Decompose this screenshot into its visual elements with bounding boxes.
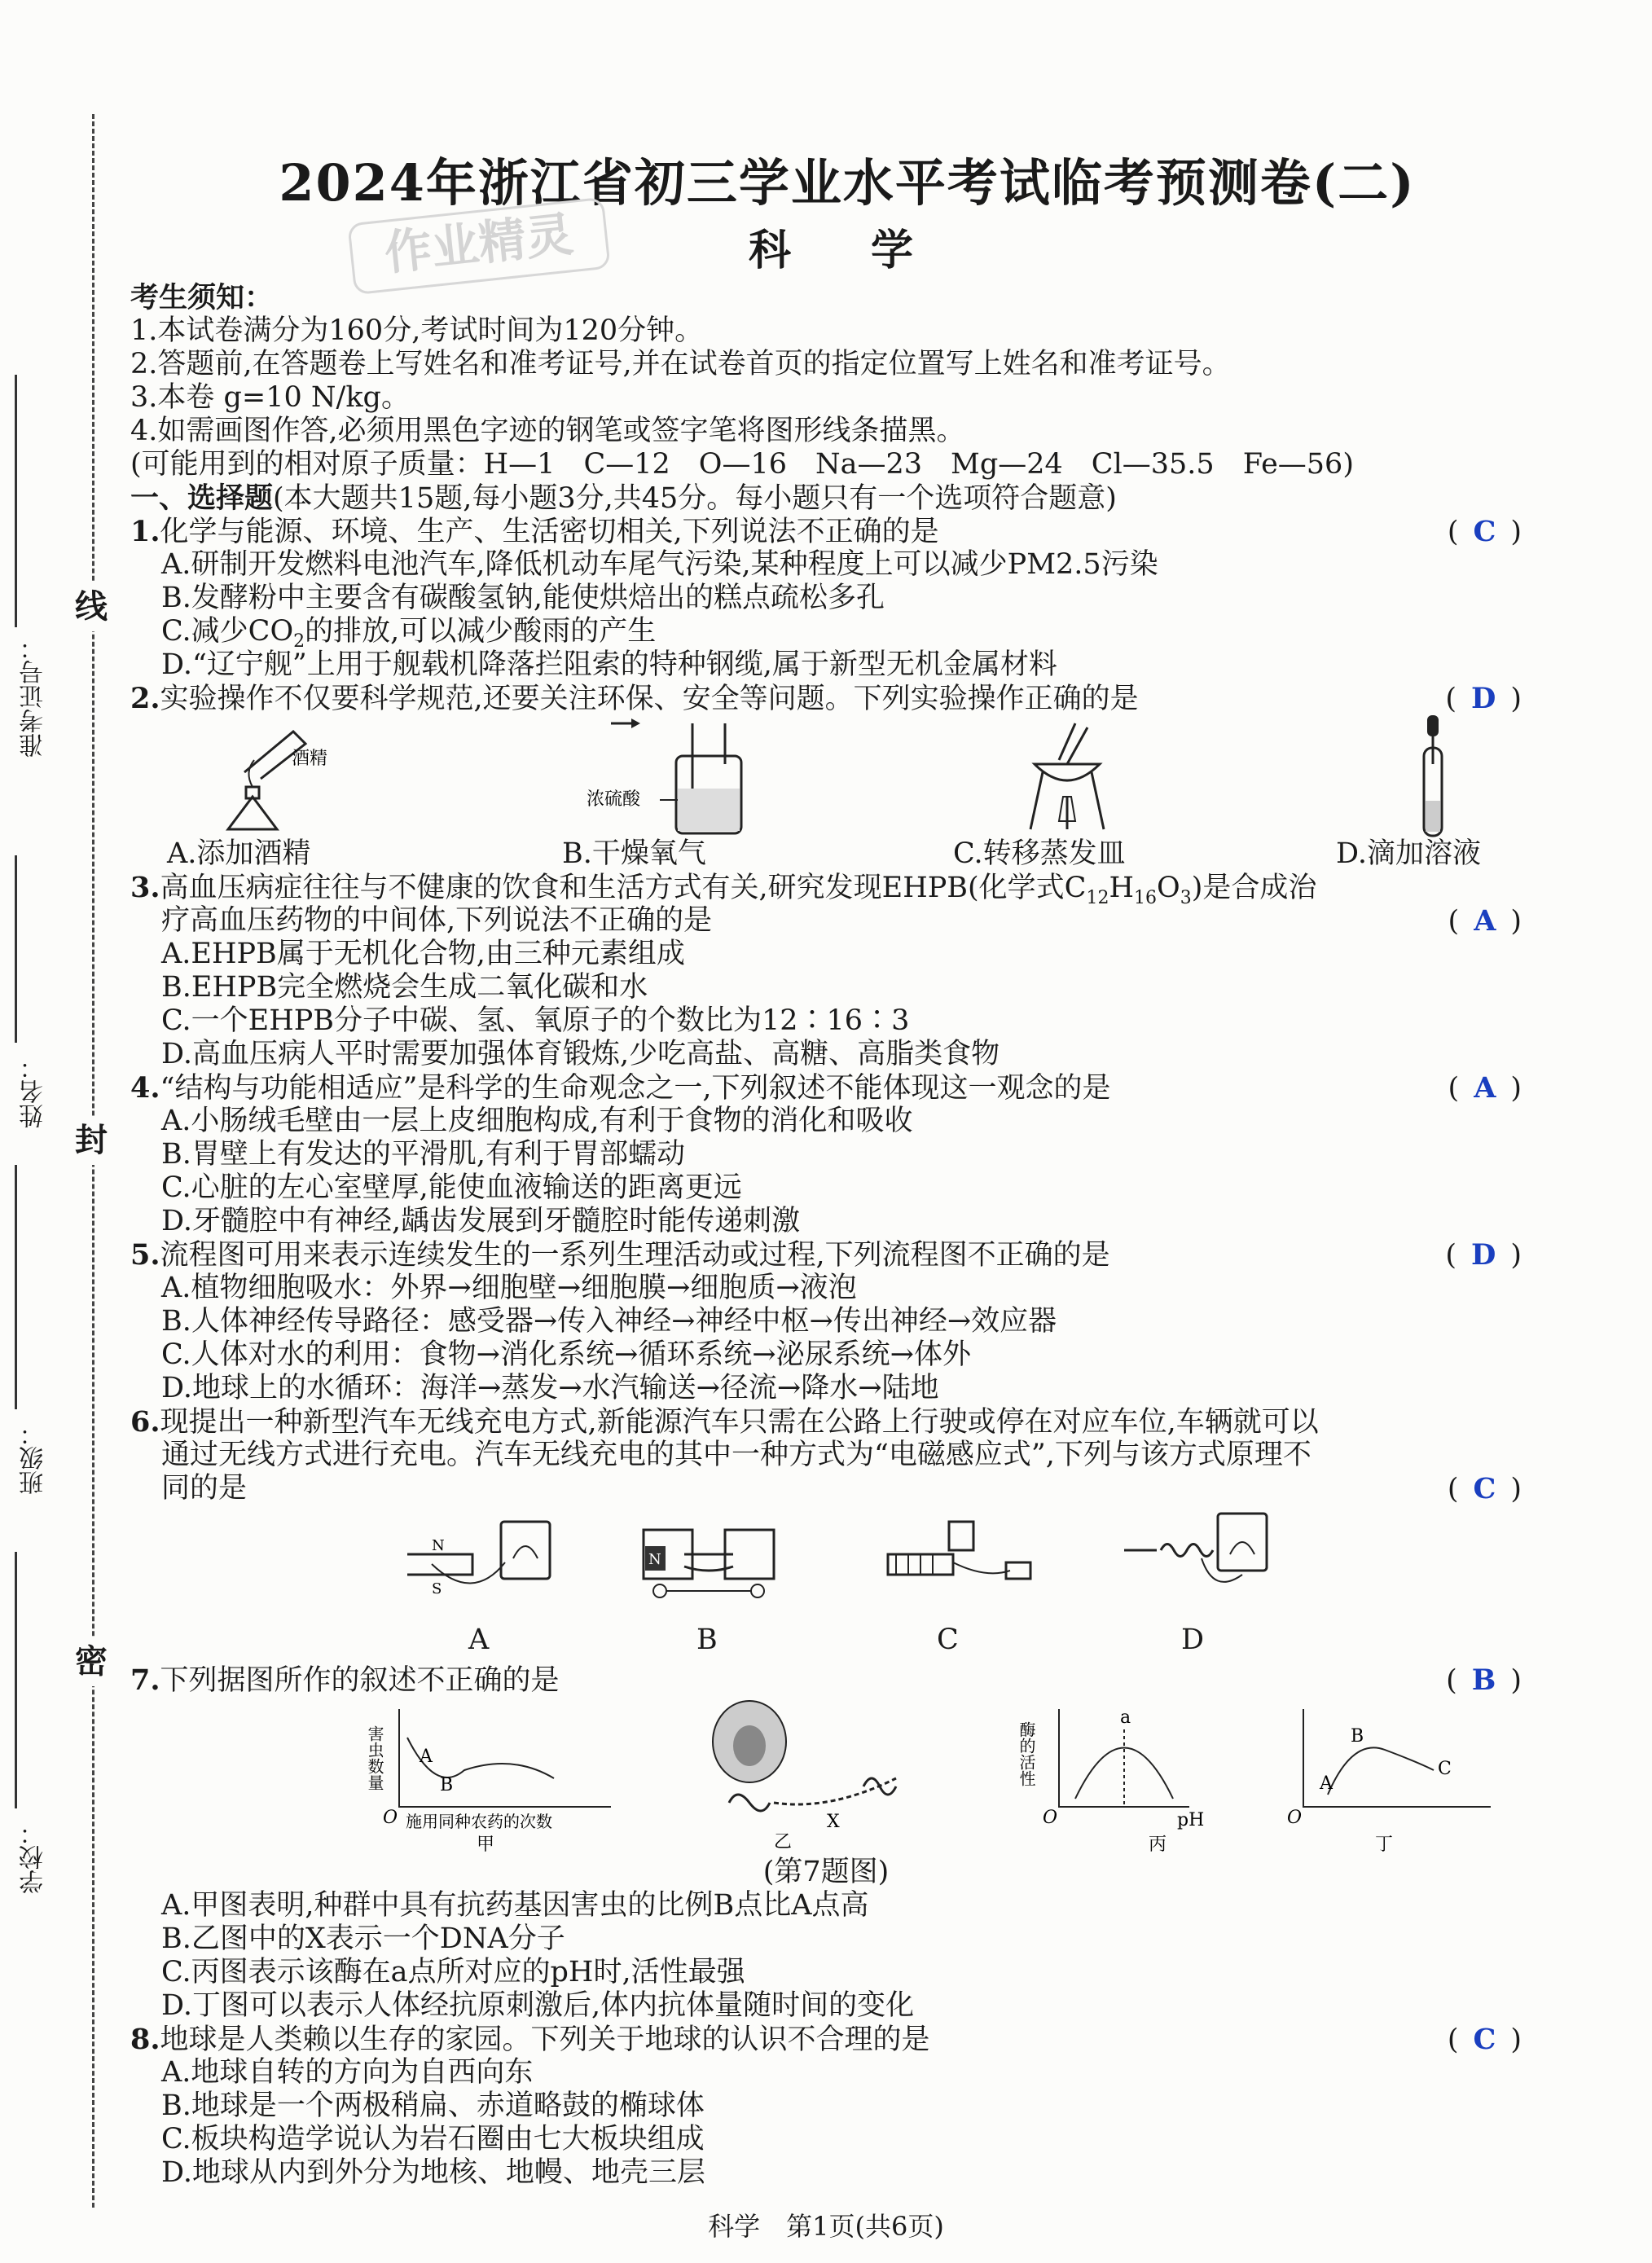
option[interactable]: D.地球上的水循环：海洋→蒸发→水汽输送→径流→降水→陆地 [161, 1372, 939, 1404]
q2-figures [130, 715, 1522, 837]
option[interactable]: B.干燥氧气 [562, 837, 706, 870]
option[interactable]: A.植物细胞吸水：外界→细胞壁→细胞膜→细胞质→液泡 [161, 1272, 857, 1304]
svg-text:X: X [827, 1812, 840, 1832]
question-3: 3.高血压病症往往与不健康的饮食和生活方式有关,研究发现EHPB(化学式$C_{12}H_{16}O_3$)是合成治 [130, 871, 1317, 908]
svg-text:A: A [420, 1747, 433, 1767]
exam-content [130, 281, 1522, 2190]
seal-mark-mi: 密 [67, 1637, 116, 1686]
seal-mark-xian: 线 [67, 582, 116, 631]
option[interactable]: C.转移蒸发皿 [953, 837, 1126, 870]
answer-bracket: ( B ) [1446, 1663, 1522, 1697]
svg-text:酶的活性: 酶的活性 [1017, 1721, 1036, 1786]
answer-bracket: ( C ) [1447, 515, 1522, 548]
notice-item: 4.如需画图作答,必须用黑色字迹的钢笔或签字笔将图形线条描黑。 [130, 415, 965, 447]
answer-bracket: ( C ) [1447, 1472, 1522, 1505]
notice-item: 3.本卷 g=10 N/kg。 [130, 381, 410, 414]
question-5: 5.流程图可用来表示连续发生的一系列生理活动或过程,下列流程图不正确的是 ( D ) [130, 1238, 1522, 1272]
option[interactable]: B.胃壁上有发达的平滑肌,有利于胃部蠕动 [161, 1138, 685, 1171]
seal-mark-feng: 封 [67, 1116, 116, 1165]
svg-text:甲: 甲 [477, 1835, 495, 1855]
induction-figure-a [399, 1514, 562, 1603]
option[interactable]: C.减少$CO_2$的排放,可以减少酸雨的产生 [161, 615, 657, 652]
svg-text:害虫数量: 害虫数量 [365, 1725, 384, 1791]
option[interactable]: A.甲图表明,种群中具有抗药基因害虫的比例B点比A点高 [161, 1889, 869, 1922]
option[interactable]: C.板块构造学说认为岩石圈由七大板块组成 [161, 2123, 705, 2155]
option[interactable]: B [696, 1624, 718, 1656]
sulfuric-acid-label: 浓硫酸 [587, 789, 641, 810]
option[interactable]: D.滴加溶液 [1336, 837, 1481, 870]
svg-text:C: C [1438, 1759, 1452, 1779]
svg-text:A: A [1320, 1773, 1333, 1794]
name-underline [15, 855, 17, 1043]
option[interactable]: D.丁图可以表示人体经抗原刺激后,体内抗体量随时间的变化 [161, 1989, 915, 2022]
option[interactable]: C.心脏的左心室壁厚,能使血液输送的距离更远 [161, 1171, 742, 1204]
option[interactable]: D.高血压病人平时需要加强体育锻炼,少吃高盐、高糖、高脂类食物 [161, 1038, 1000, 1070]
svg-text:丙: 丙 [1149, 1835, 1167, 1855]
option[interactable]: B.乙图中的X表示一个DNA分子 [161, 1922, 565, 1955]
option[interactable]: A.研制开发燃料电池汽车,降低机动车尾气污染,某种程度上可以减少PM2.5污染 [161, 548, 1158, 581]
answer-bracket: ( C ) [1447, 2023, 1522, 2056]
question-6-continued: 同的是 ( C ) [161, 1472, 1522, 1505]
question-8: 8.地球是人类赖以生存的家园。下列关于地球的认识不合理的是 ( C ) [130, 2023, 1522, 2056]
svg-text:pH: pH [1177, 1810, 1205, 1830]
notice-item: 1.本试卷满分为160分,考试时间为120分钟。 [130, 314, 704, 347]
induction-figure-d [1116, 1514, 1279, 1603]
option[interactable]: D.牙髓腔中有神经,龋齿发展到牙髓腔时能传递刺激 [161, 1205, 801, 1237]
class-field[interactable]: 班级： [20, 1422, 48, 1495]
notice-item: 2.答题前,在答题卷上写姓名和准考证号,并在试卷首页的指定位置写上姓名和准考证号。 [130, 348, 1231, 380]
q6-figures [130, 1505, 1522, 1624]
option[interactable]: C.丙图表示该酶在a点所对应的pH时,活性最强 [161, 1956, 745, 1988]
svg-text:B: B [440, 1775, 454, 1795]
subject-title: 科 学 [748, 226, 947, 275]
question-7: 7.下列据图所作的叙述不正确的是 ( B ) [130, 1663, 1522, 1697]
option[interactable]: D.“辽宁舰”上用于舰载机降落拦阻索的特种钢缆,属于新型无机金属材料 [161, 648, 1057, 681]
watermark-logo: 作业精灵 [347, 197, 610, 296]
q6-option-row [130, 1624, 1522, 1657]
svg-text:a: a [1120, 1707, 1131, 1728]
question-4: 4.“结构与功能相适应”是科学的生命观念之一,下列叙述不能体现这一观念的是 ( A ) [130, 1071, 1522, 1105]
school-field[interactable]: 学校： [20, 1821, 48, 1894]
exam-number-underline [15, 375, 17, 627]
svg-text:N: N [432, 1537, 445, 1554]
svg-text:丁: 丁 [1375, 1835, 1394, 1855]
section-heading: 一、选择题(本大题共15题,每小题3分,共45分。每小题只有一个选项符合题意) [130, 481, 1117, 515]
svg-text:N: N [648, 1551, 661, 1568]
gas-drying-bottle-figure [587, 715, 749, 837]
option[interactable]: B.地球是一个两极稍扁、赤道略鼓的椭球体 [161, 2089, 705, 2122]
option[interactable]: B.发酵粉中主要含有碳酸氢钠,能使烘焙出的糕点疏松多孔 [161, 582, 885, 614]
option[interactable]: A.添加酒精 [167, 837, 311, 870]
option[interactable]: B.人体神经传导路径：感受器→传入神经→神经中枢→传出神经→效应器 [161, 1305, 1057, 1338]
alcohol-lamp-figure [196, 715, 326, 837]
option[interactable]: C.一个EHPB分子中碳、氢、氧原子的个数比为12∶16∶3 [161, 1004, 910, 1037]
graph-jia [365, 1705, 619, 1855]
evaporating-dish-figure [1010, 715, 1124, 837]
class-underline [15, 1165, 17, 1409]
svg-text:S: S [432, 1580, 442, 1597]
svg-text:O: O [1043, 1808, 1058, 1828]
option[interactable]: B.EHPB完全燃烧会生成二氧化碳和水 [161, 971, 648, 1004]
svg-text:O: O [383, 1808, 398, 1828]
exam-number-field[interactable]: 准考证号： [20, 635, 48, 758]
answer-bracket: ( A ) [1448, 904, 1522, 938]
graph-yi [684, 1697, 945, 1852]
svg-text:B: B [1351, 1726, 1364, 1747]
option[interactable]: C.人体对水的利用：食物→消化系统→循环系统→泌尿系统→体外 [161, 1338, 971, 1371]
question-3-continued: 疗高血压药物的中间体,下列说法不正确的是 ( A ) [161, 904, 1522, 938]
figure-caption: (第7题图) [762, 1856, 890, 1888]
option[interactable]: A.小肠绒毛壁由一层上皮细胞构成,有利于食物的消化和吸收 [161, 1105, 913, 1137]
q7-figures [130, 1697, 1522, 1856]
alcohol-label: 酒精 [292, 749, 328, 769]
school-underline [15, 1552, 17, 1808]
svg-text:乙: 乙 [774, 1832, 793, 1852]
option[interactable]: A.地球自转的方向为自西向东 [161, 2056, 534, 2089]
dropper-figure [1401, 715, 1466, 837]
option[interactable]: D.地球从内到外分为地核、地幔、地壳三层 [161, 2156, 705, 2189]
induction-figure-b [635, 1514, 782, 1603]
q2-option-row [130, 837, 1522, 871]
name-field[interactable]: 姓名： [20, 1055, 48, 1128]
question-1: 1.化学与能源、环境、生产、生活密切相关,下列说法不正确的是 ( C ) [130, 515, 1522, 548]
question-2: 2.实验操作不仅要科学规范,还要关注环保、安全等问题。下列实验操作正确的是 ( D ) [130, 682, 1522, 715]
option[interactable]: C [937, 1624, 959, 1656]
svg-text:O: O [1287, 1808, 1303, 1828]
svg-text:施用同种农药的次数: 施用同种农药的次数 [406, 1812, 552, 1831]
graph-ding [1279, 1705, 1507, 1855]
answer-bracket: ( A ) [1448, 1071, 1522, 1105]
notice-heading: 考生须知： [130, 281, 274, 314]
answer-bracket: ( D ) [1445, 682, 1522, 715]
answer-bracket: ( D ) [1445, 1238, 1522, 1272]
graph-bing [1010, 1705, 1222, 1855]
induction-figure-c [872, 1514, 1035, 1603]
question-6-continued: 通过无线方式进行充电。汽车无线充电的其中一种方式为“电磁感应式”,下列与该方式原理不 [161, 1439, 1311, 1471]
exam-title: 2024年浙江省初三学业水平考试临考预测卷(二) [279, 153, 1416, 213]
atomic-mass-note: (可能用到的相对原子质量：H—1 C—12 O—16 Na—23 Mg—24 Cl—35.5 Fe—56) [130, 448, 1354, 481]
question-6: 6.现提出一种新型汽车无线充电方式,新能源汽车只需在公路上行驶或停在对应车位,车辆就可以 [130, 1405, 1319, 1439]
option[interactable]: A [468, 1624, 490, 1656]
option[interactable]: D [1181, 1624, 1205, 1656]
option[interactable]: A.EHPB属于无机化合物,由三种元素组成 [161, 938, 685, 970]
binding-margin [0, 0, 130, 2263]
page-footer: 科学 第1页(共6页) [708, 2211, 944, 2242]
